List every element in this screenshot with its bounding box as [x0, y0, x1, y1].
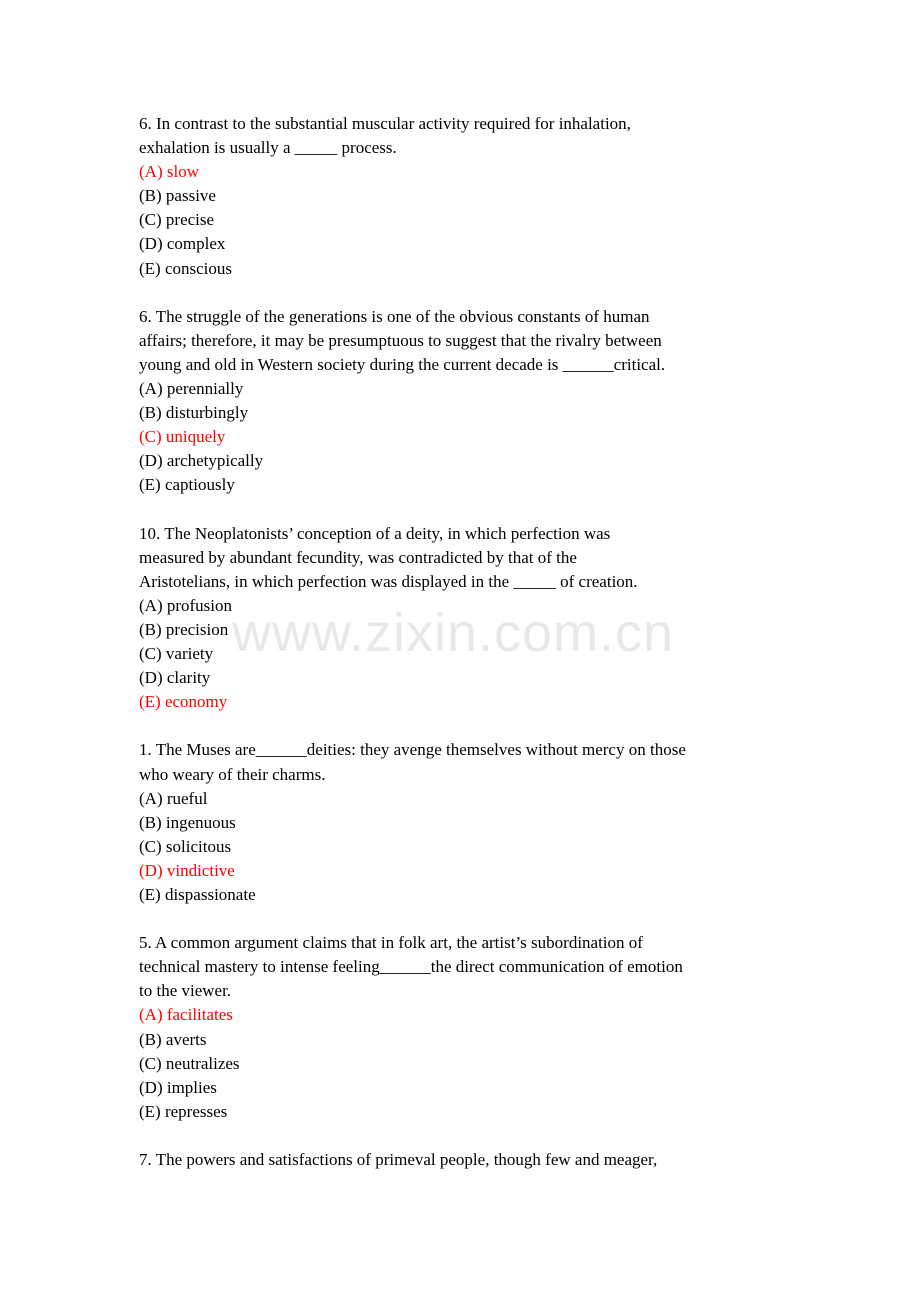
- answer-option-correct: (D) vindictive: [139, 860, 235, 880]
- answer-option: (E) represses: [139, 1101, 228, 1121]
- answer-option-correct: (A) facilitates: [139, 1005, 233, 1025]
- answer-option: (A) rueful: [139, 788, 208, 808]
- answer-option: (B) precision: [139, 619, 229, 639]
- answer-option: (E) dispassionate: [139, 885, 256, 904]
- answer-option-correct: (C) uniquely: [139, 427, 226, 447]
- question-stem: 6. The struggle of the generations is one of the obvious constants of human affairs; therefore, it may be presumptuous to suggest that the rivalry between young and old in Western society during the current decade is ______critical.: [139, 306, 666, 374]
- answer-option: (D) complex: [139, 234, 226, 254]
- answer-option: (B) ingenuous: [139, 812, 236, 832]
- answer-option: (A) perennially: [139, 379, 244, 399]
- answer-option: (C) precise: [139, 210, 215, 230]
- question-block: [139, 112, 749, 281]
- question-stem: 10. The Neoplatonists’ conception of a deity, in which perfection was measured by abundant fecundity, was contradicted by that of the Aristotelians, in which perfection was displayed in the _____ of creation.: [139, 523, 638, 591]
- question-stem: 5. A common argument claims that in folk art, the artist’s subordination of technical mastery to intense feeling______the direct communication of emotion to the viewer.: [139, 933, 683, 1001]
- question-block: [139, 305, 749, 498]
- question-stem: 6. In contrast to the substantial muscular activity required for inhalation, exhalation is usually a _____ process.: [139, 114, 631, 158]
- answer-option: (B) averts: [139, 1029, 207, 1049]
- answer-option: (D) archetypically: [139, 451, 264, 471]
- answer-option: (E) conscious: [139, 258, 233, 278]
- answer-option: (B) disturbingly: [139, 403, 249, 423]
- answer-option: (C) neutralizes: [139, 1053, 240, 1073]
- answer-option: (D) clarity: [139, 668, 211, 688]
- answer-option: (E) captiously: [139, 475, 235, 495]
- answer-option-correct: (A) slow: [139, 162, 199, 182]
- watermark: www.zixin.com.cn: [232, 603, 675, 663]
- question-stem: 7. The powers and satisfactions of primeval people, though few and meager,: [139, 1150, 658, 1170]
- question-block: [139, 931, 749, 1124]
- answer-option-correct: (E) economy: [139, 692, 228, 712]
- answer-option: (A) profusion: [139, 595, 233, 615]
- question-block: [139, 1148, 749, 1172]
- question-block: [139, 738, 749, 907]
- answer-option: (D) implies: [139, 1077, 217, 1097]
- answer-option: (C) solicitous: [139, 836, 232, 856]
- answer-option: (C) variety: [139, 644, 214, 664]
- question-stem: 1. The Muses are______deities: they avenge themselves without mercy on those who weary of their charms.: [139, 740, 686, 784]
- answer-option: (B) passive: [139, 186, 216, 206]
